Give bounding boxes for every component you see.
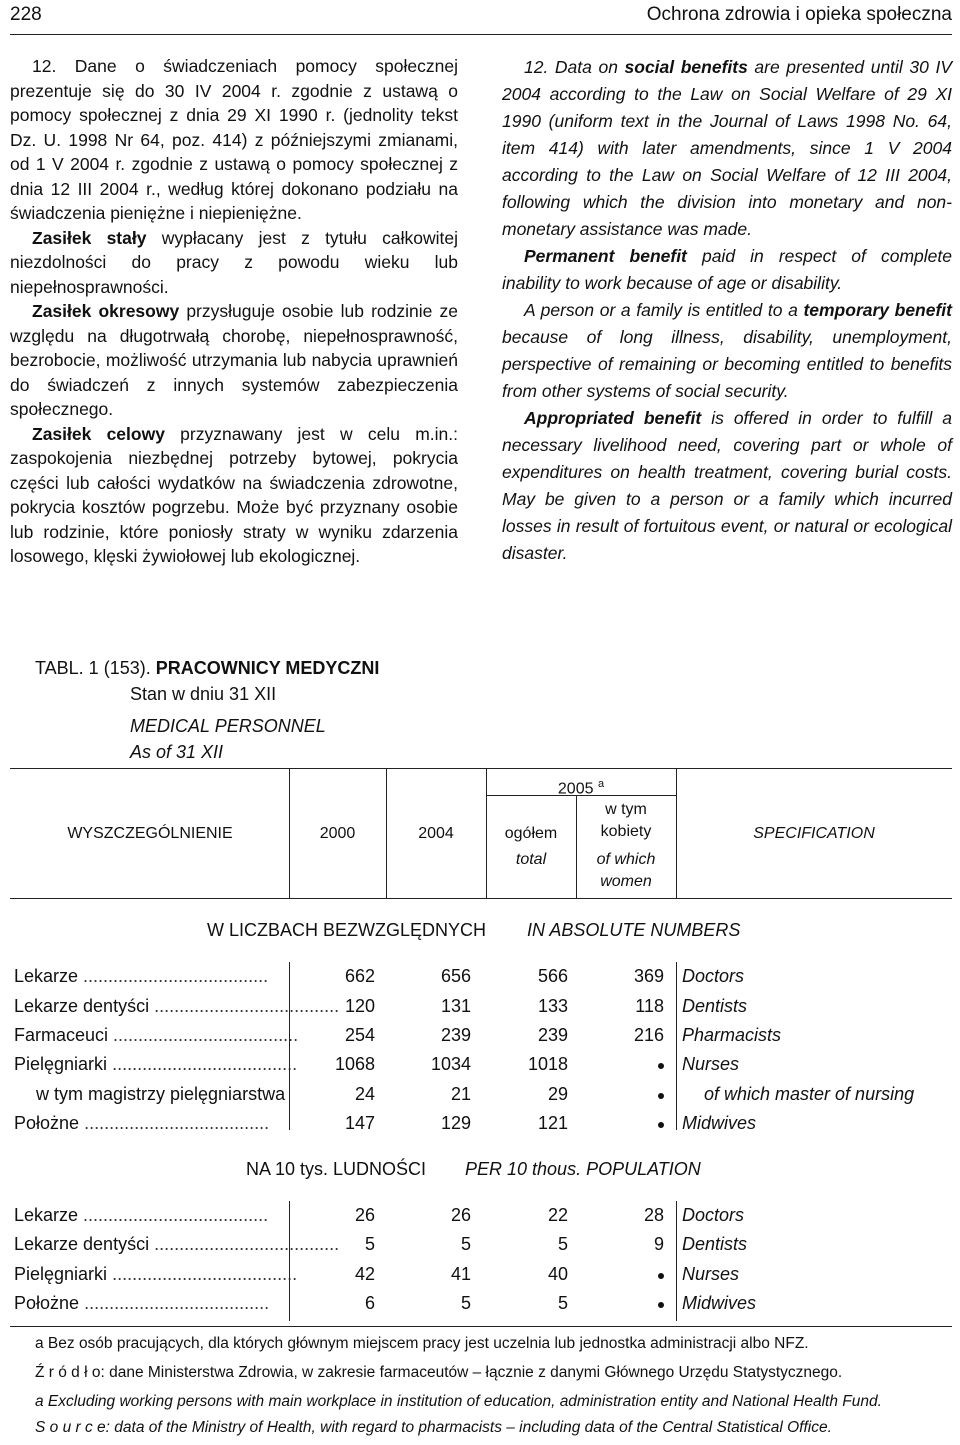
table-row: Farmaceuci ..................................... 254 239 239 216 Pharmacists <box>14 1025 782 1045</box>
body-divider <box>676 1201 677 1321</box>
paragraph-en-1: 12. Data on social benefits are presented until 30 IV 2004 according to the Law on Social Welfare of 29 XI 1990 (uniform text in the Journal of Laws 1998 No. 64, item 414) with later amendments, since 1 V 2004 according to the Law on Social Welfare of 12 III 2004, following which the division into monetary and non-monetary assistance was made. <box>502 57 952 239</box>
header-2000: 2000 <box>319 825 356 842</box>
header-women-en: of which women <box>596 851 656 890</box>
section-absolute-pl: W LICZBACH BEZWZGLĘDNYCH <box>207 920 487 940</box>
page-number: 228 <box>10 4 42 25</box>
header-divider <box>386 768 387 898</box>
paragraph-pl-3: Zasiłek okresowy przysługuje osobie lub rodzinie ze względu na długotrwałą chorobę, niepełnosprawność, bezrobocie, możliwość utrzymania lub nabycia uprawnień do świadczeń z innych systemów zabezpieczenia społecznego. <box>10 301 458 419</box>
header-spec-en: SPECIFICATION <box>753 825 875 842</box>
header-spec-pl: WYSZCZEGÓLNIENIE <box>67 825 233 842</box>
table-title-en: MEDICAL PERSONNEL <box>130 716 326 736</box>
header-bottom-rule <box>10 898 952 899</box>
header-2005: 2005 $^a$ <box>557 778 605 798</box>
footnote-a-en: a Excluding working persons with main workplace in institution of education, administration entity and National Health Fund. <box>35 1393 882 1410</box>
header-divider <box>289 768 290 898</box>
table-row: Lekarze ..................................... 662 656 566 369 Doctors <box>14 966 745 986</box>
source-pl: Ź r ó d ł o: dane Ministerstwa Zdrowia, w zakresie farmaceutów – łącznie z danymi Głównego Urzędu Statystycznego. <box>35 1364 843 1381</box>
section-per10k-en: PER 10 thous. POPULATION <box>465 1159 701 1179</box>
running-title: Ochrona zdrowia i opieka społeczna <box>646 4 952 25</box>
page-header <box>10 0 952 35</box>
paragraph-pl-1: 12. Dane o świadczeniach pomocy społecznej prezentuje się do 30 IV 2004 r. zgodnie z ustawą o pomocy społecznej z dnia 29 XI 1990 r. (jednolity tekst Dz. U. 1998 Nr 64, poz. 414) z późniejszymi zmianami, od 1 V 2004 r. zgodnie z ustawą o pomocy społecznej z dnia 12 III 2004 r., według której dokonano podziału na świadczenia pieniężne i niepieniężne. <box>10 56 458 223</box>
paragraph-en-3: A person or a family is entitled to a temporary benefit because of long illness, disability, unemployment, perspective of remaining or becoming entitled to benefits from other systems of social security. <box>502 300 952 401</box>
no-data-dot-icon <box>658 1122 664 1128</box>
table-title-block <box>35 655 379 765</box>
body-divider <box>289 962 290 1130</box>
section-absolute-en: IN ABSOLUTE NUMBERS <box>527 920 741 940</box>
table-title-pl: TABL. 1 (153). PRACOWNICY MEDYCZNI <box>35 658 380 678</box>
table-row: Lekarze ..................................... 26 26 22 28 Doctors <box>14 1205 745 1225</box>
table-row: Pielęgniarki ..................................... 42 41 40 Nurses <box>14 1264 740 1284</box>
term-pl-temporary: Zasiłek okresowy <box>32 301 180 321</box>
table-row: Lekarze dentyści ..................................... 120 131 133 118 Dentists <box>14 996 748 1016</box>
header-top-rule <box>10 768 952 769</box>
term-en-appropriated: Appropriated benefit <box>524 408 702 428</box>
term-pl-appropriated: Zasiłek celowy <box>32 423 165 444</box>
table-row: Położne ..................................... 6 5 5 Midwives <box>14 1293 757 1313</box>
text-column-english <box>502 54 952 567</box>
body-divider <box>289 1201 290 1321</box>
term-en-temporary: temporary benefit <box>803 300 952 320</box>
header-total-pl: ogółem <box>504 825 558 842</box>
no-data-dot-icon <box>658 1273 664 1279</box>
source-en: S o u r c e: data of the Ministry of Health, with regard to pharmacists – including data of the Central Statistical Office. <box>35 1419 832 1436</box>
paragraph-pl-4: Zasiłek celowy przyznawany jest w celu m.in.: zaspokojenia niezbędnej potrzeby bytowej, pokrycia części lub całości wydatków na świadczenia zdrowotne, pokrycia kosztów pogrzebu. Może być przyznany osobie lub rodzinie, które poniosły straty w wyniku zdarzenia losowego, klęski żywiołowej lub ekologicznej. <box>10 423 458 566</box>
no-data-dot-icon <box>658 1093 664 1099</box>
table-subtitle-pl: Stan w dniu 31 XII <box>130 684 277 704</box>
paragraph-pl-2: Zasiłek stały wypłacany jest z tytułu całkowitej niezdolności do pracy z powodu wieku lub niepełnosprawności. <box>10 227 458 297</box>
table-subtitle-en: As of 31 XII <box>130 742 224 762</box>
table-row: w tym magistrzy pielęgniarstwa 24 21 29 of which master of nursing <box>36 1084 915 1104</box>
header-2004: 2004 <box>418 825 454 842</box>
paragraph-en-4: Appropriated benefit is offered in order to fulfill a necessary livelihood need, covering part or whole of expenditures on health treatment, covering burial costs. May be given to a person or a family which incurred losses in result of fortuitous event, or natural or ecological disaster. <box>502 408 953 563</box>
table-row: Pielęgniarki ..................................... 1068 1034 1018 Nurses <box>14 1054 740 1074</box>
table-bottom-rule <box>10 1326 952 1327</box>
term-en-social: social benefits <box>624 57 748 77</box>
paragraph-en-2: Permanent benefit paid in respect of complete inability to work because of age or disability. <box>502 246 952 293</box>
header-women-pl: w tym kobiety <box>600 801 652 840</box>
footnote-a-pl: a Bez osób pracujących, dla których głównym miejscem pracy jest uczelnia lub jednostka administracji albo NFZ. <box>35 1335 809 1352</box>
header-total-en: total <box>515 851 547 868</box>
text-column-polish <box>10 54 458 569</box>
table-row: Lekarze dentyści ..................................... 5 5 5 9 Dentists <box>14 1234 748 1254</box>
term-pl-permanent: Zasiłek stały <box>32 227 147 248</box>
no-data-dot-icon <box>658 1302 664 1308</box>
table-row: Położne ..................................... 147 129 121 Midwives <box>14 1113 757 1133</box>
term-en-permanent: Permanent benefit <box>524 246 687 266</box>
section-per10k-pl: NA 10 tys. LUDNOŚCI <box>246 1159 427 1179</box>
no-data-dot-icon <box>658 1063 664 1069</box>
body-divider <box>676 962 677 1130</box>
